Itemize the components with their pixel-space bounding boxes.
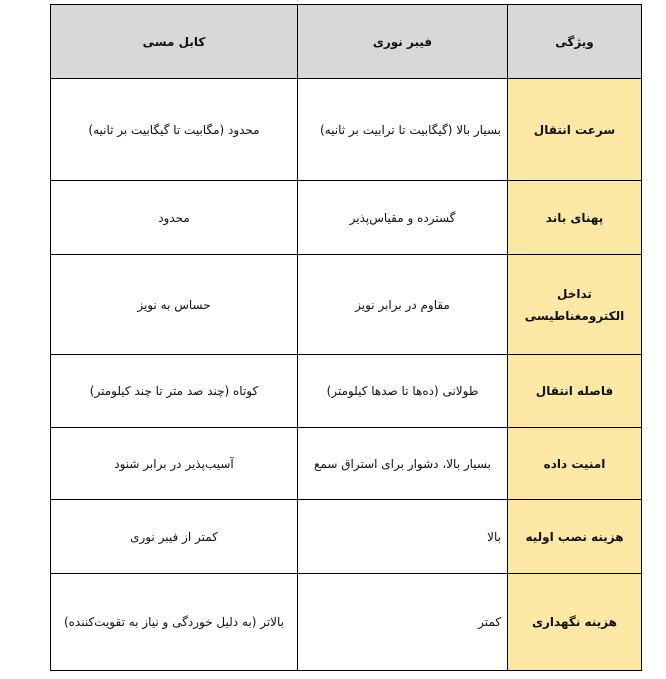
table-header-row [51,5,642,79]
fiber-cell: طولانی (ده‌ها تا صدها کیلومتر) [298,355,508,428]
fiber-cell: بسیار بالا، دشوار برای استراق سمع [298,428,508,500]
header-feature: ویژگی [508,5,642,79]
copper-cell: محدود (مگابیت تا گیگابیت بر ثانیه) [51,79,298,181]
table-row [51,500,642,574]
table-row [51,355,642,428]
feature-cell: سرعت انتقال [508,79,642,181]
copper-cell: حساس به نویز [51,255,298,355]
table-row [51,255,642,355]
copper-cell: بالاتر (به دلیل خوردگی و نیاز به تقویت‌کننده) [51,574,298,671]
header-fiber-optic: فیبر نوری [298,5,508,79]
fiber-cell: بسیار بالا (گیگابیت تا ترابیت بر ثانیه) [298,79,508,181]
copper-cell: کوتاه (چند صد متر تا چند کیلومتر) [51,355,298,428]
table-row [51,574,642,671]
table-row [51,79,642,181]
fiber-cell: مقاوم در برابر نویز [298,255,508,355]
feature-cell: تداخل الکترومغناطیسی [508,255,642,355]
header-copper-cable: کابل مسی [51,5,298,79]
fiber-cell: کمتر [298,574,508,671]
table-row [51,181,642,255]
feature-cell: امنیت داده [508,428,642,500]
fiber-cell: گسترده و مقیاس‌پذیر [298,181,508,255]
copper-cell: آسیب‌پذیر در برابر شنود [51,428,298,500]
feature-cell: هزینه نگهداری [508,574,642,671]
copper-cell: کمتر از فیبر نوری [51,500,298,574]
feature-cell: هزینه نصب اولیه [508,500,642,574]
copper-cell: محدود [51,181,298,255]
feature-cell: پهنای باند [508,181,642,255]
fiber-cell: بالا [298,500,508,574]
comparison-table [50,4,642,671]
table-row [51,428,642,500]
feature-cell: فاصله انتقال [508,355,642,428]
